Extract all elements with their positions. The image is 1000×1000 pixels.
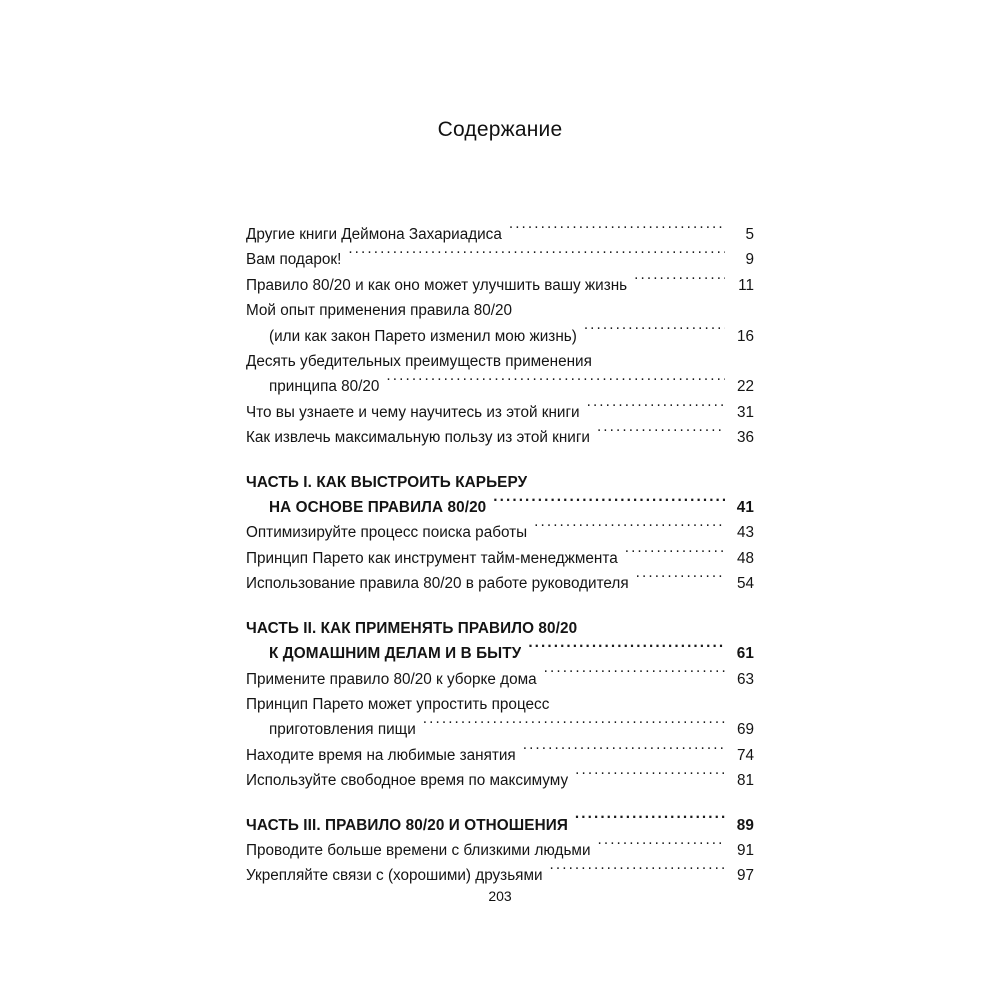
toc-dot-leader <box>528 643 725 658</box>
toc-entry[interactable] <box>246 349 754 374</box>
toc-dot-leader <box>625 548 725 563</box>
toc-entry-page-number: 43 <box>736 524 754 542</box>
toc-entry-page-number: 5 <box>745 226 754 243</box>
toc-entry-label: К ДОМАШНИМ ДЕЛАМ И В БЫТУ <box>269 645 522 663</box>
toc-dot-leader <box>544 668 725 683</box>
toc-entry-label: Принцип Парето как инструмент тайм-менеджмента <box>246 549 618 567</box>
toc-entry-label: Используйте свободное время по максимуму <box>246 772 569 790</box>
toc-entry-label: приготовления пищи <box>269 721 416 739</box>
toc-entry-label: Проводите больше времени с близкими людьми <box>246 841 591 859</box>
toc-group <box>246 470 754 597</box>
toc-entry[interactable] <box>246 273 754 298</box>
toc-dot-leader <box>423 719 725 734</box>
toc-dot-leader <box>575 814 725 829</box>
toc-entry[interactable] <box>246 667 754 692</box>
toc-dot-leader <box>348 249 725 264</box>
toc-dot-leader <box>598 840 726 855</box>
toc-entry-page-number: 61 <box>736 645 754 663</box>
toc-entry-label: Примените правило 80/20 к уборке дома <box>246 670 537 688</box>
toc-dot-leader <box>587 402 725 417</box>
toc-entry-label: Что вы узнаете и чему научитесь из этой книги <box>246 403 580 421</box>
toc-entry-label: Другие книги Деймона Захариадиса <box>246 226 502 243</box>
toc-entry-label: НА ОСНОВЕ ПРАВИЛА 80/20 <box>269 499 487 517</box>
toc-dot-leader <box>556 694 725 709</box>
toc-entry[interactable] <box>246 616 754 641</box>
toc-entry-label: ЧАСТЬ I. КАК ВЫСТРОИТЬ КАРЬЕРУ <box>246 473 528 491</box>
toc-entry[interactable] <box>246 324 754 349</box>
toc-dot-leader <box>523 744 725 759</box>
toc-entry-label: Оптимизируйте процесс поиска работы <box>246 524 528 542</box>
toc-dot-leader <box>599 351 725 366</box>
toc-entry[interactable] <box>246 247 754 272</box>
toc-entry-label: ЧАСТЬ II. КАК ПРИМЕНЯТЬ ПРАВИЛО 80/20 <box>246 619 578 637</box>
page-title: Содержание <box>437 118 563 141</box>
toc-entry-page-number: 22 <box>736 378 754 396</box>
toc-entry[interactable] <box>246 768 754 793</box>
toc-entry-label: Укрепляйте связи с (хорошими) друзьями <box>246 867 543 885</box>
toc-entry[interactable] <box>246 863 754 888</box>
toc-dot-leader <box>519 300 725 315</box>
toc-entry[interactable] <box>246 470 754 495</box>
toc-entry-label: Правило 80/20 и как оно может улучшить вашу жизнь <box>246 276 628 294</box>
toc-entry-page-number: 97 <box>736 867 754 885</box>
toc-entry-label: Использование правила 80/20 в работе руководителя <box>246 575 629 593</box>
toc-dot-leader <box>386 376 725 391</box>
toc-dot-leader <box>550 865 725 880</box>
toc-entry-page-number: 36 <box>736 429 754 447</box>
toc-dot-leader <box>493 497 725 512</box>
toc-dot-leader <box>575 770 725 785</box>
toc-entry[interactable] <box>246 520 754 545</box>
toc-entry[interactable] <box>246 813 754 838</box>
toc-entry-label: (или как закон Парето изменил мою жизнь) <box>269 327 577 345</box>
toc-entry-page-number: 74 <box>736 746 754 764</box>
toc-entry-label: принципа 80/20 <box>269 378 380 396</box>
toc-dot-leader <box>636 573 725 588</box>
toc-group <box>246 222 754 451</box>
toc-entry-label: Десять убедительных преимуществ применения <box>246 353 592 371</box>
toc-entry-page-number: 63 <box>736 670 754 688</box>
toc-entry-label: ЧАСТЬ III. ПРАВИЛО 80/20 И ОТНОШЕНИЯ <box>246 816 568 834</box>
toc-entry-page-number: 54 <box>736 575 754 593</box>
toc-entry-label: Находите время на любимые занятия <box>246 746 516 764</box>
toc-dot-leader <box>509 224 725 239</box>
toc-dot-leader <box>534 471 725 486</box>
toc-entry[interactable] <box>246 425 754 450</box>
toc-entry[interactable] <box>246 298 754 323</box>
toc-entry[interactable] <box>246 222 754 247</box>
toc-dot-leader <box>534 522 725 537</box>
toc-entry[interactable] <box>246 641 754 666</box>
toc-entry[interactable] <box>246 571 754 596</box>
toc-entry-page-number: 81 <box>736 772 754 790</box>
toc-entry[interactable] <box>246 374 754 399</box>
toc-entry[interactable] <box>246 400 754 425</box>
toc-dot-leader <box>584 617 725 632</box>
toc-entry-page-number: 31 <box>736 403 754 421</box>
toc-entry-page-number: 9 <box>745 251 754 269</box>
toc-entry[interactable] <box>246 546 754 571</box>
toc-entry[interactable] <box>246 743 754 768</box>
toc-entry-page-number: 48 <box>736 549 754 567</box>
toc-entry[interactable] <box>246 717 754 742</box>
toc-entry-page-number: 41 <box>736 499 754 517</box>
toc-entry-page-number: 11 <box>738 276 754 294</box>
toc-group <box>246 616 754 794</box>
toc-dot-leader <box>597 427 725 442</box>
toc-entry-page-number: 91 <box>736 841 754 859</box>
table-of-contents <box>246 142 754 889</box>
toc-dot-leader <box>584 325 725 340</box>
toc-entry[interactable] <box>246 495 754 520</box>
toc-entry-label: Мой опыт применения правила 80/20 <box>246 302 513 320</box>
toc-entry-label: Вам подарок! <box>246 251 342 269</box>
toc-entry-page-number: 69 <box>736 721 754 739</box>
page-number-folio: 203 <box>488 888 512 904</box>
toc-entry-label: Принцип Парето может упростить процесс <box>246 695 550 713</box>
toc-entry-page-number: 16 <box>736 327 754 345</box>
toc-entry-label: Как извлечь максимальную пользу из этой книги <box>246 429 590 447</box>
toc-entry-page-number: 89 <box>736 816 754 834</box>
toc-group <box>246 813 754 889</box>
toc-entry[interactable] <box>246 692 754 717</box>
toc-dot-leader <box>634 275 725 290</box>
toc-entry[interactable] <box>246 838 754 863</box>
